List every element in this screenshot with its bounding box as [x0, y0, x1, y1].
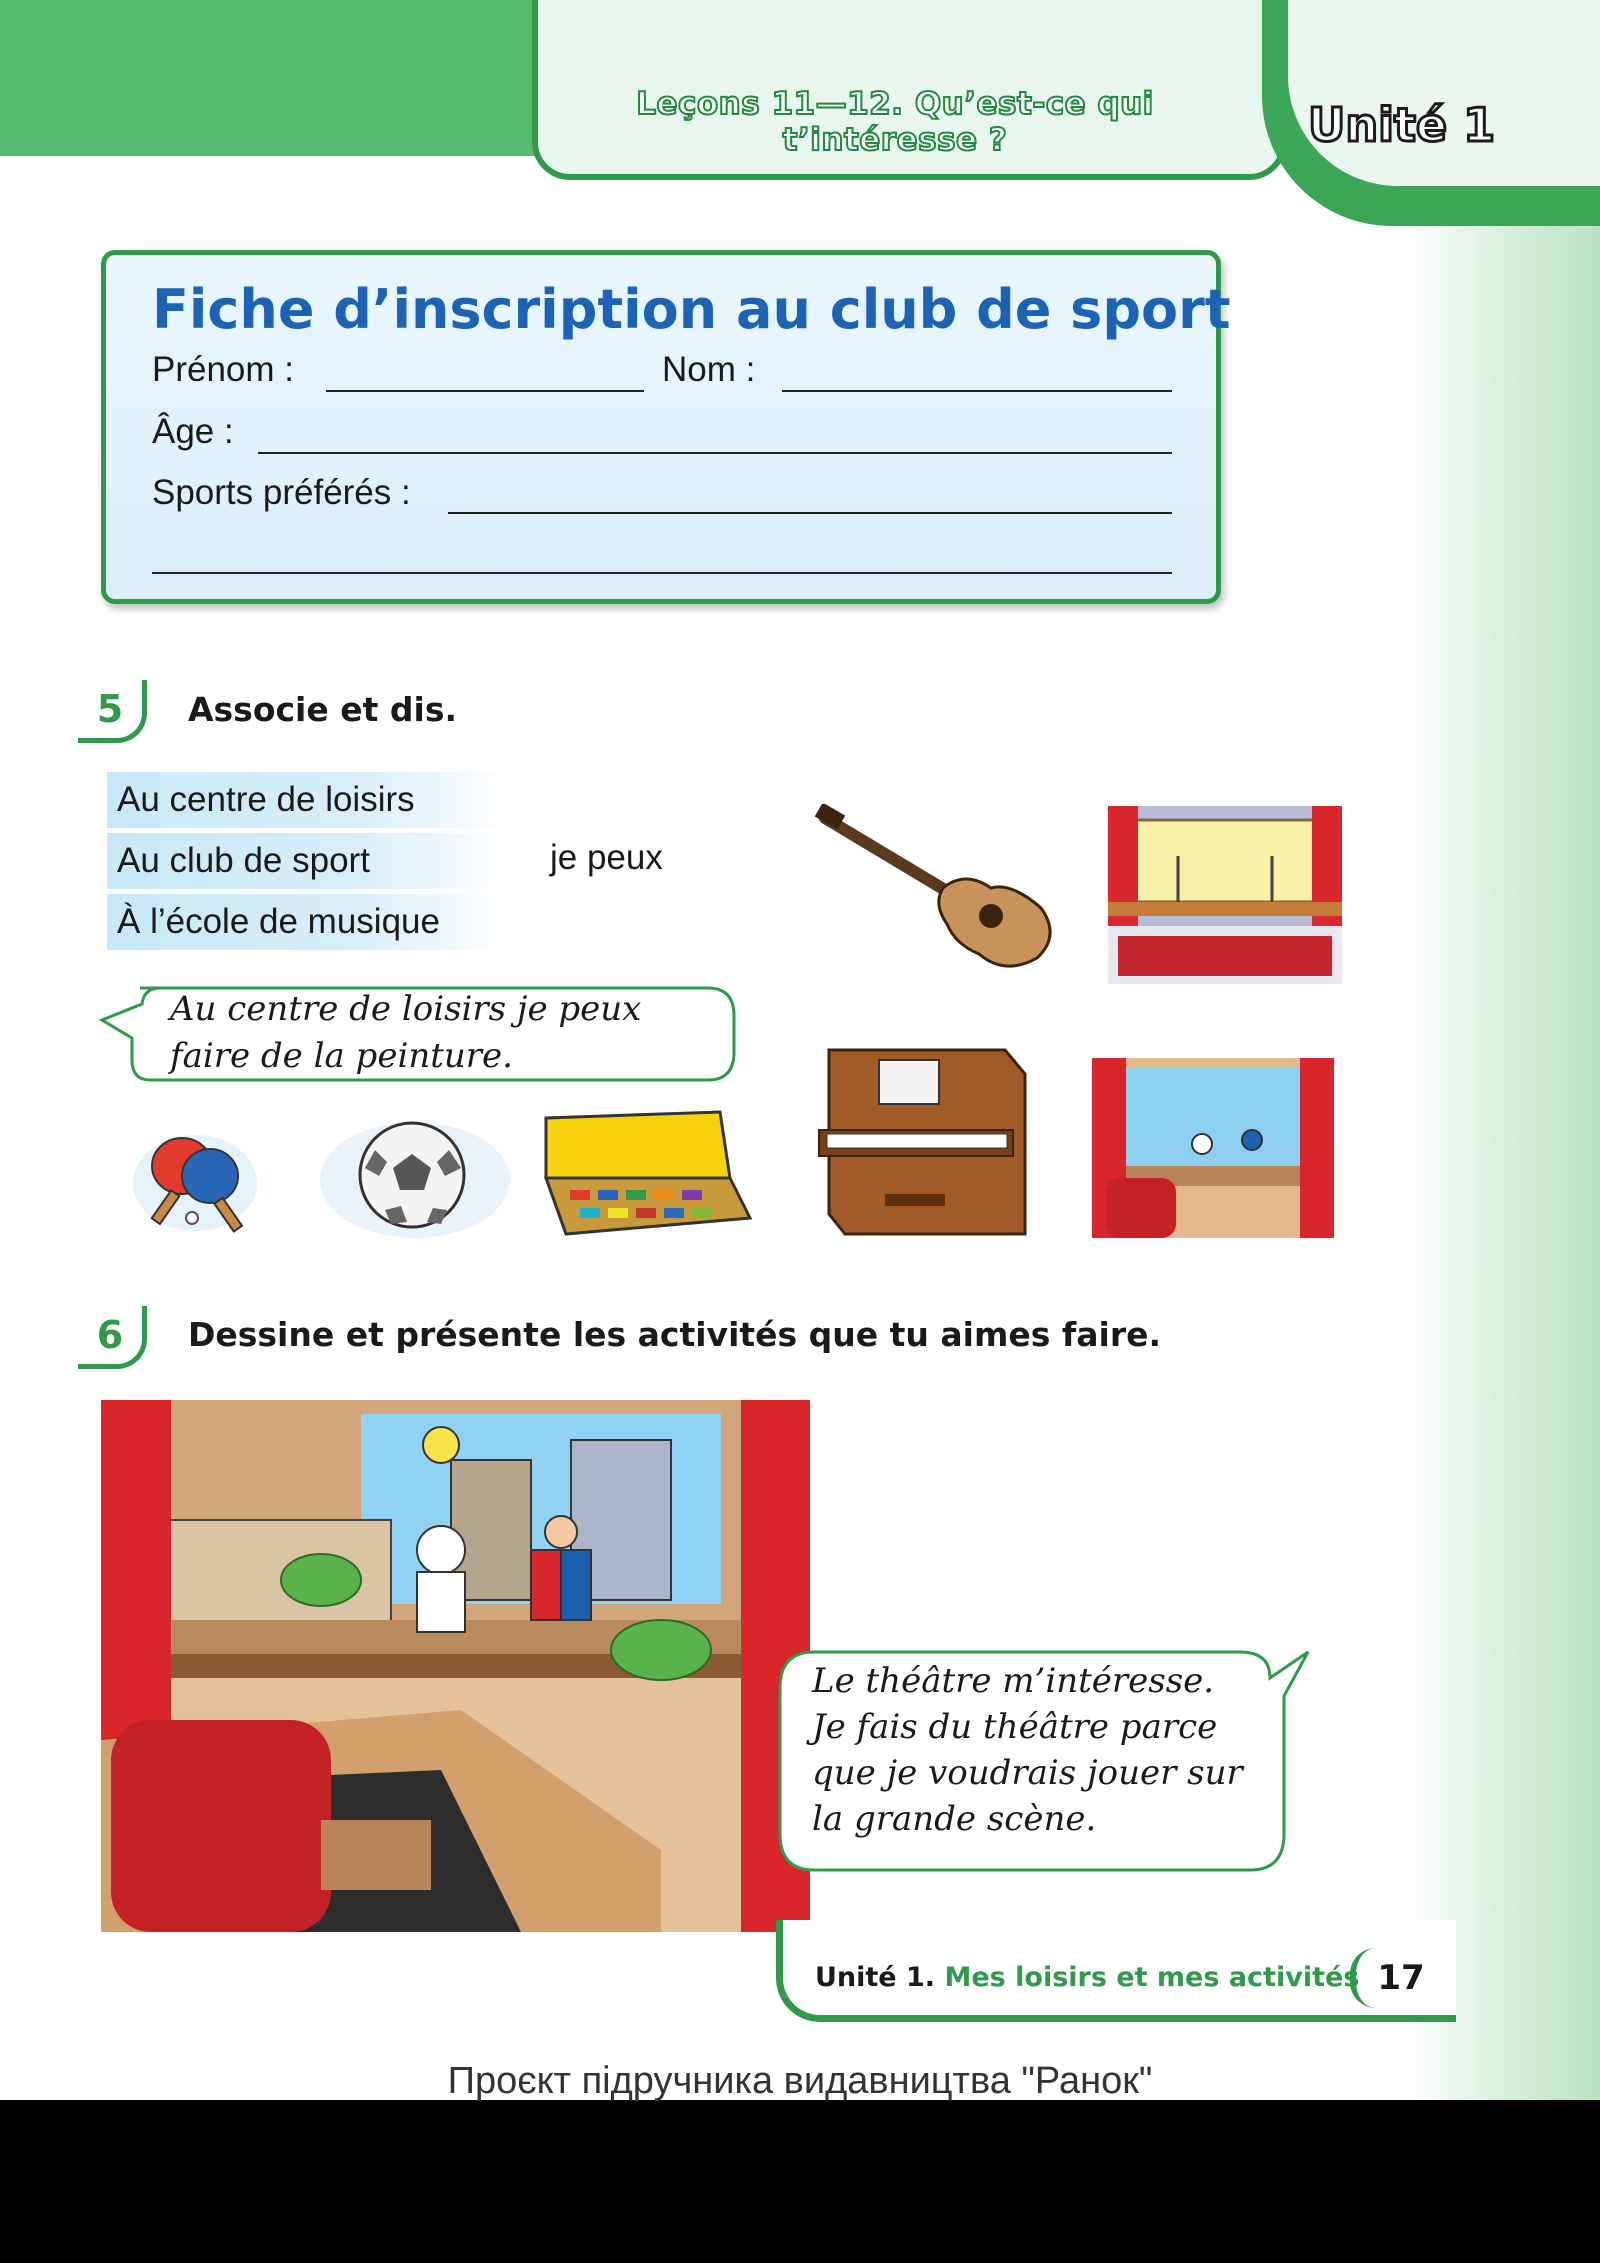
header-green-band: [0, 0, 540, 156]
form-title: Fiche d’inscription au club de sport: [152, 278, 1231, 341]
sports-line-extra: [152, 572, 1172, 574]
exercise-5-number: 5: [78, 680, 147, 743]
age-label: Âge :: [152, 412, 234, 451]
sports-label: Sports préférés :: [152, 473, 411, 512]
paint-box-image: [540, 1108, 752, 1236]
theatre-stage-image: [1092, 1058, 1334, 1238]
theatre-illustration: [101, 1400, 810, 1932]
project-note: Проєкт підручника видавництва "Ранок": [447, 2060, 1153, 2102]
lesson-title: Leçons 11—12. Qu’est-ce qui t’intéresse ?: [636, 86, 1154, 158]
place-sport-club: Au club de sport: [107, 833, 507, 889]
bubble-1-line-1: Au centre de loisirs je peux: [170, 989, 642, 1029]
bubble-2-line-3: que je voudrais jouer sur: [812, 1753, 1243, 1793]
bubble-1-line-2: faire de la peinture.: [170, 1036, 513, 1076]
bubble-2-line-4: la grande scène.: [812, 1799, 1097, 1839]
footer-unit: [815, 1962, 1359, 1993]
place-leisure-centre: Au centre de loisirs: [107, 772, 507, 828]
exercise-6-number: 6: [78, 1306, 147, 1369]
unit-tab: [1288, 0, 1600, 186]
last-name-label: Nom :: [662, 350, 756, 389]
exercise-6-instruction: Dessine et présente les activités que tu aimes faire.: [188, 1315, 1162, 1354]
piano-image: [815, 1044, 1029, 1242]
first-name-line: [326, 390, 644, 392]
sports-line: [448, 512, 1172, 514]
age-line: [258, 452, 1172, 454]
side-gradient-strip: [1410, 0, 1600, 2100]
connector-je-peux: je peux: [550, 838, 663, 877]
footer-unit-prefix: Unité 1.: [815, 1962, 936, 1993]
unit-label: Unité 1: [1308, 98, 1496, 152]
place-music-school: À l’école de musique: [107, 894, 507, 950]
page-number: 17: [1350, 1948, 1446, 2008]
first-name-label: Prénom :: [152, 350, 294, 389]
last-name-line: [782, 390, 1172, 392]
bubble-2-line-1: Le théâtre m’intéresse.: [812, 1661, 1215, 1701]
ping-pong-image: [130, 1118, 260, 1238]
bubble-2-line-2: Je fais du théâtre parce: [812, 1707, 1218, 1747]
footer-unit-name: Mes loisirs et mes activités: [944, 1962, 1360, 1993]
school-stage-image: [1108, 806, 1342, 984]
football-image: [315, 1110, 515, 1240]
exercise-5-instruction: Associe et dis.: [188, 690, 457, 729]
guitar-image: [815, 804, 1065, 974]
